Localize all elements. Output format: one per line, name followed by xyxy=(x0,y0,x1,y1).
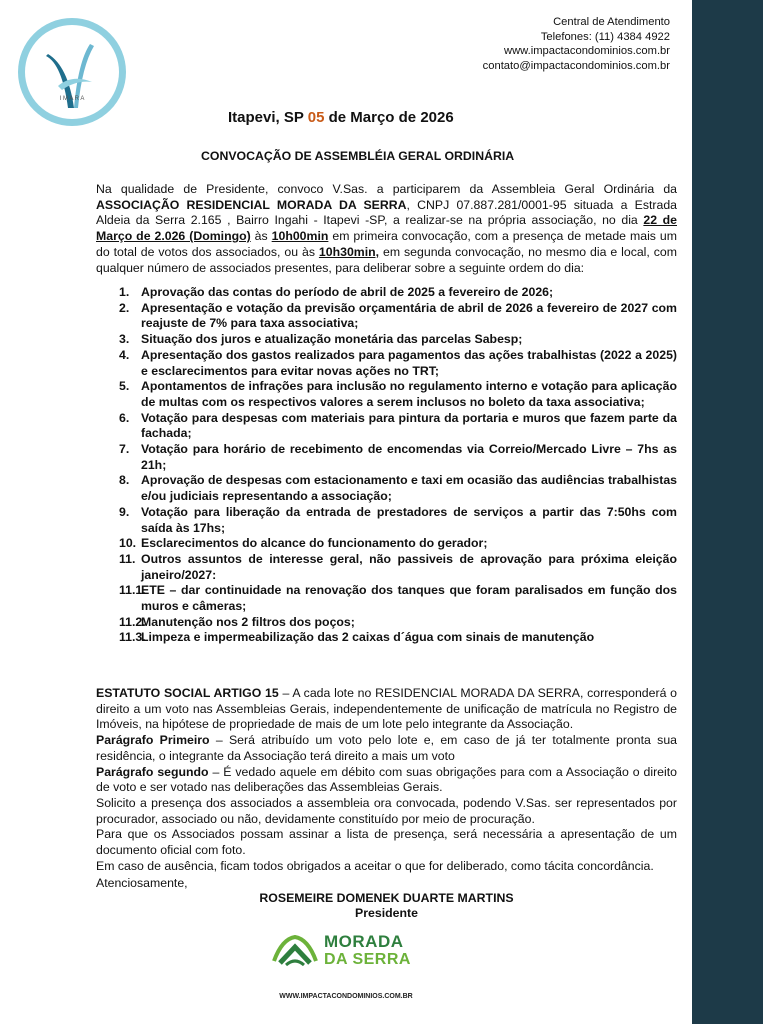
agenda-item xyxy=(96,411,677,442)
logo-text: I M A R A xyxy=(59,96,85,102)
signer-name: ROSEMEIRE DOMENEK DUARTE MARTINS xyxy=(259,891,514,905)
brand-line-1: MORADA xyxy=(324,932,404,951)
assembly-date: 22 de Março de 2.026 (Domingo) xyxy=(96,213,677,244)
contact-line: Central de Atendimento xyxy=(553,16,670,28)
agenda-number: 7. xyxy=(119,442,130,457)
paragraph-text: – É vedado aquele em débito com suas obrigações para com a Associação o direito de voto e ser votado nas deliberações das Assembleias Gerais. xyxy=(96,764,677,795)
agenda-number: 10. xyxy=(119,536,137,551)
paragraph-label: Parágrafo segundo xyxy=(96,764,209,779)
paragraph-second xyxy=(96,765,677,796)
contact-line: www.impactacondominios.com.br xyxy=(503,45,670,58)
agenda-text: Aprovação das contas do período de abril de 2025 a fevereiro de 2026; xyxy=(141,285,554,299)
agenda-number: 6. xyxy=(119,410,130,425)
contact-line: contato@impactacondominios.com.br xyxy=(482,59,670,72)
agenda-subitem xyxy=(96,630,677,646)
intro-text: às xyxy=(250,229,272,244)
agenda-text: Votação para horário de recebimento de encomendas via Correio/Mercado Livre – 7hs as 21h; xyxy=(141,442,677,472)
absence-text: Em caso de ausência, ficam todos obrigados a aceitar o que for deliberado, como tácita concordância. xyxy=(96,858,654,873)
intro-text: em primeira convocação, com a presença de metade mais um do total de votos dos associados, ou às xyxy=(96,229,678,259)
statute-section xyxy=(96,686,677,874)
date-day: 05 xyxy=(307,109,325,126)
agenda-number: 3. xyxy=(119,332,130,347)
agenda-text: Apresentação dos gastos realizados para pagamentos das ações trabalhistas (2022 a 2025) e esclarecimentos para evitar novas ações no TRT; xyxy=(141,347,677,378)
agenda-item xyxy=(96,332,677,348)
footer-url: WWW.IMPACTACONDOMINIOS.COM.BR xyxy=(279,993,413,1000)
agenda-number: 9. xyxy=(119,504,130,519)
agenda-subitem xyxy=(96,583,677,614)
agenda-text: Situação dos juros e atualização monetária das parcelas Sabesp; xyxy=(141,332,523,347)
agenda-item xyxy=(96,552,677,583)
agenda-item xyxy=(96,348,677,379)
contact-block xyxy=(483,15,670,73)
agenda-text: Esclarecimentos do alcance do funcionamento do gerador; xyxy=(141,536,488,551)
right-sidebar-band xyxy=(692,0,763,1024)
document-title: CONVOCAÇÃO DE ASSEMBLÉIA GERAL ORDINÁRIA xyxy=(201,149,515,163)
paragraph-label: Parágrafo Primeiro xyxy=(96,733,210,748)
agenda-item xyxy=(96,505,677,536)
agenda-subitem-text: ETE – dar continuidade na renovação dos tanques que foram paralisados em função dos muros e câmeras; xyxy=(141,583,677,614)
second-call-time: 10h30min, xyxy=(318,244,380,259)
document-date xyxy=(228,109,454,126)
agenda-subitem xyxy=(96,615,677,631)
intro-text: Na qualidade de Presidente, convoco V.Sas. a participarem da Assembleia Geral Ordinária da xyxy=(96,182,677,196)
agenda-number: 4. xyxy=(119,347,130,362)
agenda-subitem-number: 11.1. xyxy=(119,583,146,598)
agenda-text: Votação para liberação da entrada de prestadores de serviços a partir das 7:50hs com saída às 17hs; xyxy=(141,504,677,535)
agenda-number: 11. xyxy=(119,551,136,566)
morada-da-serra-logo xyxy=(272,925,442,977)
intro-text: em segunda convocação, no mesmo dia e local, com qualquer número de associados presentes, para deliberar sobre a seguinte ordem do dia: xyxy=(96,244,677,275)
imara-logo xyxy=(18,16,126,128)
agenda-list xyxy=(96,285,677,646)
closing-text: Atenciosamente, xyxy=(96,876,188,890)
request-presence-text: Solicito a presença dos associados a assembleia ora convocada, podendo V.Sas. ser representados por procurador, associado ou não, devidamente constituído por meio de procuração. xyxy=(96,795,677,826)
agenda-item xyxy=(96,473,677,504)
contact-line: Telefones: (11) 4384 4922 xyxy=(540,30,670,43)
agenda-subitem-text: Limpeza e impermeabilização das 2 caixas d´água com sinais de manutenção xyxy=(141,630,595,645)
statute-text: – A cada lote no RESIDENCIAL MORADA DA SERRA, corresponderá o direito a um voto nas Assembleias Gerais, independentemente de unificação de matrícula no Registro de Imóveis, na hipótese de propriedade de mais de um lote pelo integrante da Associação. xyxy=(96,686,678,732)
signer-role: Presidente xyxy=(355,906,418,920)
association-name: ASSOCIAÇÃO RESIDENCIAL MORADA DA SERRA xyxy=(96,197,407,212)
agenda-subitem-number: 11.2. xyxy=(119,614,146,629)
agenda-item xyxy=(96,442,677,473)
agenda-text: Aprovação de despesas com estacionamento e taxi em ocasião das audiências trabalhistas e/ou judiciais representando a associação; xyxy=(141,473,677,504)
agenda-item xyxy=(96,379,677,410)
agenda-number: 8. xyxy=(119,473,130,488)
intro-paragraph xyxy=(96,182,677,276)
agenda-text: Outros assuntos de interesse geral, não passiveis de aprovação para próxima eleição janeiro/2027: xyxy=(141,551,677,582)
agenda-text: Apresentação e votação da previsão orçamentária de abril de 2026 a fevereiro de 2027 com reajuste de 7% para taxa associativa; xyxy=(141,300,677,331)
agenda-subitem-text: Manutenção nos 2 filtros dos poços; xyxy=(141,614,355,629)
brand-line-2: DA SERRA xyxy=(324,951,411,968)
agenda-text: Votação para despesas com materiais para pintura da portaria e muros que fazem parte da fachada; xyxy=(141,410,677,441)
intro-text: , CNPJ 07.887.281/0001-95 situada a Estrada Aldeia da Serra 2.165 , Bairro Ingahi - Itapevi -SP, a realizar-se na própria associação, no dia xyxy=(96,197,678,228)
agenda-item xyxy=(96,285,677,301)
mountain-house-icon xyxy=(272,931,318,971)
agenda-subitem-number: 11.3. xyxy=(119,630,146,645)
attendance-list-text: Para que os Associados possam assinar a lista de presença, será necessária a apresentação de um documento oficial com foto. xyxy=(96,827,677,858)
agenda-item xyxy=(96,301,677,332)
agenda-text: Apontamentos de infrações para inclusão no regulamento interno e votação para aplicação de multas com os respectivos valores a serem inclusos no boleto da taxa associativa; xyxy=(141,379,677,409)
agenda-number: 1. xyxy=(119,285,130,299)
date-prefix: Itapevi, SP xyxy=(228,109,308,126)
agenda-number: 5. xyxy=(119,379,130,394)
agenda-item xyxy=(96,536,677,552)
paragraph-text: – Será atribuído um voto pelo lote e, em caso de já ter totalmente pronta sua residência, o integrante da Associação terá direito a mais um voto xyxy=(96,733,677,763)
statute-article xyxy=(96,686,677,733)
date-suffix: de Março de 2026 xyxy=(324,109,454,126)
brand-name xyxy=(324,933,411,969)
paragraph-first xyxy=(96,733,677,764)
statute-heading: ESTATUTO SOCIAL ARTIGO 15 xyxy=(96,686,279,700)
agenda-number: 2. xyxy=(119,300,130,315)
first-call-time: 10h00min xyxy=(271,229,329,244)
